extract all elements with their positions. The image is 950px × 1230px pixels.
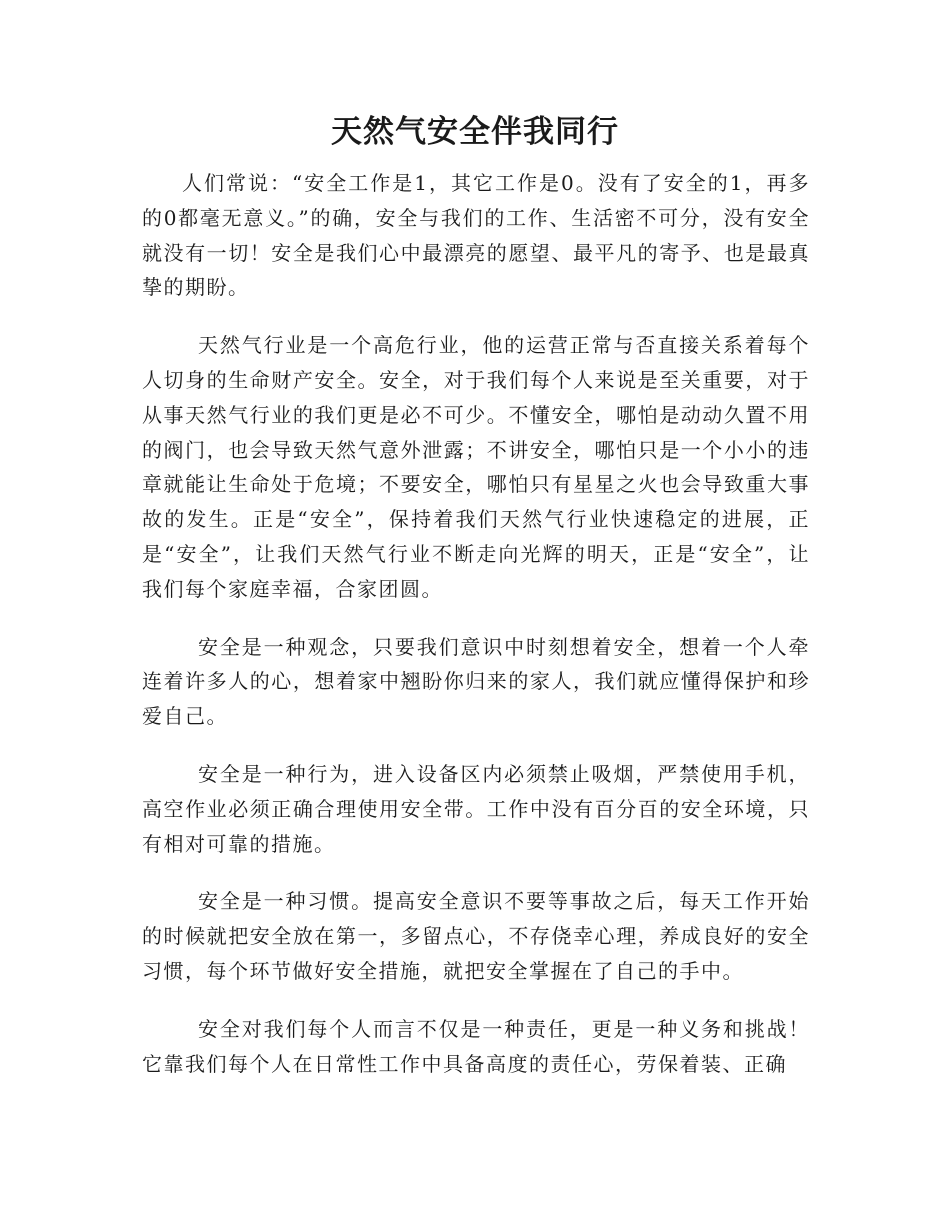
document-title: 天然气安全伴我同行 xyxy=(331,114,619,150)
paragraph-1: 人们常说：“安全工作是1，其它工作是0。没有了安全的1，再多的0都毫无意义。”的确，安全与我们的工作、生活密不可分，没有安全就没有一切！安全是我们心中最漂亮的愿望、最平凡的寄予、也是最真挚的期盼。 xyxy=(142,171,810,300)
paragraph-2: 天然气行业是一个高危行业，他的运营正常与否直接关系着每个人切身的生命财产安全。安全，对于我们每个人来说是至关重要，对于从事天然气行业的我们更是必不可少。不懂安全，哪怕是动动久置不用的阀门，也会导致天然气意外泄露；不讲安全，哪怕只是一个小小的违章就能让生命处于危境；不要安全，哪怕只有星星之火也会导致重大事故的发生。正是“安全”，保持着我们天然气行业快速稳定的进展，正是“安全”，让我们天然气行业不断走向光辉的明天，正是“安全”，让我们每个家庭幸福，合家团圆。 xyxy=(142,333,810,601)
paragraph-4: 安全是一种行为，进入设备区内必须禁止吸烟，严禁使用手机，高空作业必须正确合理使用安全带。工作中没有百分百的安全环境，只有相对可靠的措施。 xyxy=(142,761,810,856)
paragraph-3: 安全是一种观念，只要我们意识中时刻想着安全，想着一个人牵连着许多人的心，想着家中翘盼你归来的家人，我们就应懂得保护和珍爱自己。 xyxy=(142,634,810,729)
paragraph-6: 安全对我们每个人而言不仅是一种责任，更是一种义务和挑战！它靠我们每个人在日常性工作中具备高度的责任心，劳保着装、正确 xyxy=(142,1016,810,1076)
paragraph-5: 安全是一种习惯。提高安全意识不要等事故之后，每天工作开始的时候就把安全放在第一，多留点心，不存侥幸心理，养成良好的安全习惯，每个环节做好安全措施，就把安全掌握在了自己的手中。 xyxy=(142,889,810,983)
document-body xyxy=(142,166,810,1104)
